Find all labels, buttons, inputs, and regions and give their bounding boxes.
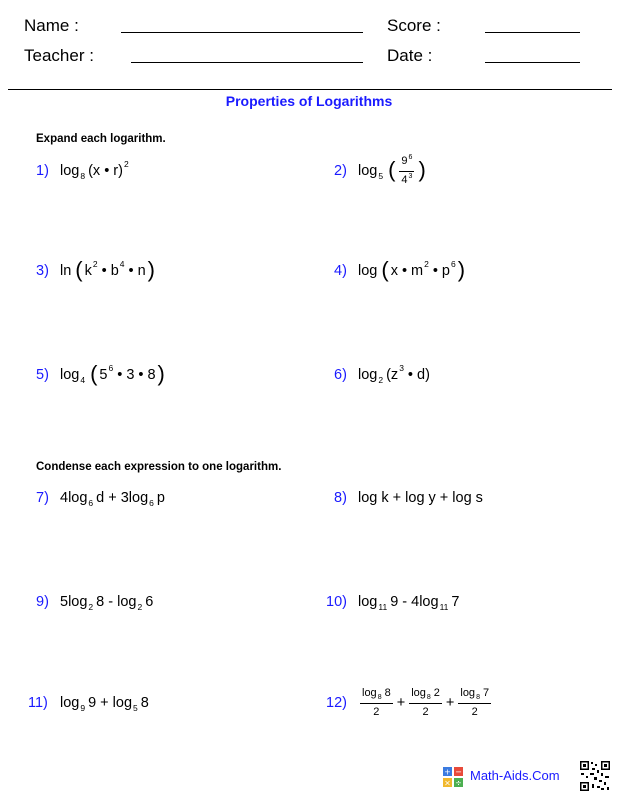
- problem-6: [334, 363, 430, 387]
- svg-text:÷: ÷: [455, 778, 462, 787]
- problem-expression: log 9 9 + log 5 8: [60, 695, 149, 713]
- problem-expression: log ( x • m 2 • p 6 ): [358, 257, 466, 282]
- problem-number: 2): [334, 163, 347, 179]
- problem-5: [36, 363, 167, 387]
- header-divider: [8, 89, 612, 90]
- problem-expression: log 5 ( $\frac{9^6}{4^3}$ ): [358, 153, 426, 186]
- problem-expression: log k + log y + log s: [358, 490, 483, 506]
- problem-expression: $\frac{\log_8 8}{2}$ + $\frac{\log_8 2}{2}$ + $\frac{\log_8 7}{2}$: [362, 687, 490, 718]
- problem-11: [28, 691, 149, 715]
- fraction: $\frac{\log_8 2}{2}$: [411, 687, 440, 718]
- problem-number: 4): [334, 263, 347, 279]
- problem-expression: log 4 ( 5 6 • 3 • 8 ): [60, 361, 165, 386]
- problem-1: [36, 159, 129, 183]
- problem-number: 11): [28, 695, 48, 711]
- problem-4: [334, 259, 467, 283]
- score-label: Score :: [387, 16, 441, 35]
- name-line[interactable]: [121, 32, 363, 33]
- problem-expression: 4log 6 d + 3log 6 p: [60, 490, 165, 508]
- problem-expression: log 2 (z 3 • d): [358, 363, 430, 385]
- page-title: Properties of Logarithms: [225, 93, 393, 109]
- problem-expression: log 11 9 - 4log 11 7: [358, 594, 460, 612]
- svg-text:+: +: [444, 767, 451, 777]
- section-condense-heading: Condense each expression to one logarithm.: [36, 461, 282, 473]
- problem-8: [334, 486, 483, 510]
- section-expand-heading: Expand each logarithm.: [36, 133, 166, 145]
- problem-expression: ln ( k 2 • b 4 • n ): [60, 257, 155, 282]
- problem-10: [326, 590, 459, 614]
- problem-expression: 5log 2 8 - log 2 6: [60, 594, 154, 612]
- problem-number: 7): [36, 490, 49, 506]
- fraction: $\frac{\log_8 8}{2}$: [362, 687, 391, 718]
- problem-number: 12): [326, 695, 347, 711]
- problem-number: 5): [36, 367, 49, 383]
- score-line[interactable]: [485, 32, 580, 33]
- problem-12: [326, 682, 493, 724]
- date-label: Date :: [387, 46, 433, 65]
- teacher-label: Teacher :: [24, 46, 94, 65]
- footer-brand[interactable]: Math-Aids.Com: [470, 768, 560, 783]
- problem-number: 9): [36, 594, 49, 610]
- qr-code-icon: [579, 760, 611, 792]
- fraction: $\frac{\log_8 7}{2}$: [460, 687, 490, 718]
- problem-3: [36, 259, 157, 283]
- math-aids-logo-icon: [443, 767, 463, 787]
- problem-number: 1): [36, 163, 49, 179]
- problem-number: 3): [36, 263, 49, 279]
- svg-text:−: −: [455, 767, 462, 777]
- fraction: $\frac{9^6}{4^3}$: [401, 153, 413, 186]
- name-label: Name :: [24, 16, 79, 35]
- problem-number: 10): [326, 594, 347, 610]
- svg-text:×: ×: [444, 778, 451, 787]
- problem-number: 6): [334, 367, 347, 383]
- problem-expression: log 8 (x • r) 2: [60, 159, 129, 181]
- problem-7: [36, 486, 165, 510]
- problem-number: 8): [334, 490, 347, 506]
- date-line[interactable]: [485, 62, 580, 63]
- teacher-line[interactable]: [131, 62, 363, 63]
- problem-9: [36, 590, 153, 614]
- problem-2: [334, 153, 428, 186]
